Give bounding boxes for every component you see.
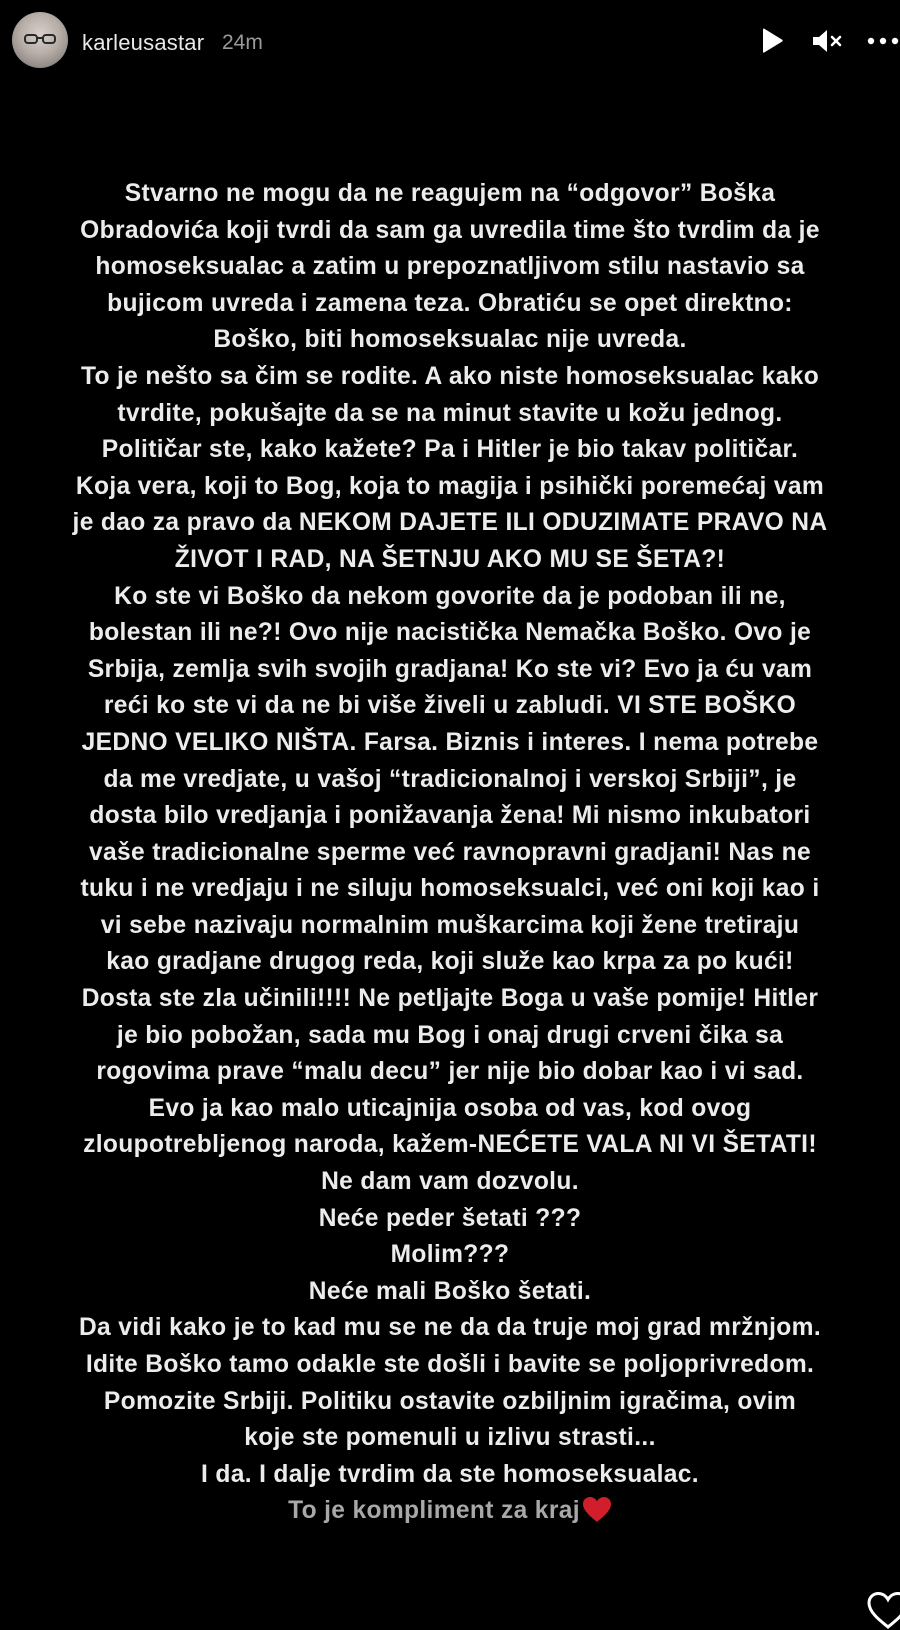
story-text-line: tvrdite, pokušajte da se na minut stavite u kožu jednog. xyxy=(117,399,783,427)
avatar[interactable] xyxy=(12,12,68,68)
story-text-line: Političar ste, kako kažete? Pa i Hitler je bio takav političar. xyxy=(101,436,799,464)
story-text-line: ŽIVOT I RAD, NA ŠETNJU AKO MU SE ŠETA?! xyxy=(174,545,726,573)
muted-speaker-icon xyxy=(810,27,846,55)
more-options-icon xyxy=(866,36,900,46)
story-username[interactable]: karleusastar xyxy=(82,30,205,55)
story-text-line: homoseksualac a zatim u prepoznatljivom stilu nastavio sa xyxy=(95,253,805,281)
story-text-line: Koja vera, koji to Bog, koja to magija i psihički poremećaj vam xyxy=(75,472,825,500)
story-text-line: I da. I dalje tvrdim da ste homoseksualac. xyxy=(201,1460,699,1488)
story-text-line: Da vidi kako je to kad mu se ne da da truje moj grad mržnjom. xyxy=(78,1314,822,1342)
story-text-line: To je nešto sa čim se rodite. A ako niste homoseksualac kako xyxy=(80,362,820,390)
story-text-line: reći ko ste vi da ne bi više živeli u zabludi. VI STE BOŠKO xyxy=(103,692,797,720)
story-text-line: bujicom uvreda i zamena teza. Obratiću se opet direktno: xyxy=(107,289,793,317)
story-text-line: rogovima prave “malu decu” jer nije bio dobar kao i vi sad. xyxy=(96,1058,804,1086)
like-heart-icon[interactable] xyxy=(866,1590,900,1630)
avatar-glasses-icon xyxy=(24,34,56,44)
story-text-line: Stvarno ne mogu da ne reagujem na “odgovor” Boška xyxy=(124,180,776,207)
story-text-line: kao gradjane drugog reda, koji služe kao krpa za po kući! xyxy=(106,948,794,976)
story-text-line: je dao za pravo da NEKOM DAJETE ILI ODUZIMATE PRAVO NA xyxy=(72,509,828,537)
story-text-line: bolestan ili ne?! Ovo nije nacistička Nemačka Boško. Ovo je xyxy=(88,619,812,647)
story-text-line: Ko ste vi Boško da nekom govorite da je podoban ili ne, xyxy=(114,582,786,610)
story-text-line: Evo ja kao malo uticajnija osoba od vas, kod ovog xyxy=(148,1094,752,1122)
story-text-line: Idite Boško tamo odakle ste došli i bavite se poljoprivredom. xyxy=(85,1351,815,1378)
story-text-line: dosta bilo vredjanja i ponižavanja žena! Mi nismo inkubatori xyxy=(89,802,811,830)
story-text-line: Srbija, zemlja svih svojih gradjana! Ko ste vi? Evo ja ću vam xyxy=(87,655,813,683)
play-icon xyxy=(759,27,785,55)
story-text-line: JEDNO VELIKO NIŠTA. Farsa. Biznis i interes. I nema potrebe xyxy=(81,728,819,756)
story-text-line: Boško, biti homoseksualac nije uvreda. xyxy=(213,326,687,354)
play-button[interactable] xyxy=(756,24,788,58)
story-timestamp: 24m xyxy=(222,31,263,54)
story-text-line: vi sebe nazivaju normalnim muškarcima koji žene tretiraju xyxy=(100,911,800,939)
story-text-line: Neće peder šetati ??? xyxy=(318,1204,582,1232)
story-text-line: je bio pobožan, sada mu Bog i onaj drugi crveni čika sa xyxy=(116,1021,784,1049)
story-text-line: tuku i ne vredjaju i ne siluju homoseksualci, već oni koji kao i xyxy=(80,875,820,903)
story-text-line: da me vredjate, u vašoj “tradicionalnoj i verskoj Srbiji”, je xyxy=(103,765,797,793)
story-text-line: zloupotrebljenog naroda, kažem-NEĆETE VALA NI VI ŠETATI! xyxy=(83,1131,817,1159)
story-text-line: vaše tradicionalne sperme već ravnopravni gradjani! Nas ne xyxy=(89,838,811,866)
story-last-line xyxy=(0,1493,900,1530)
story-text-line: koje ste pomenuli u izlivu strasti... xyxy=(244,1424,656,1452)
more-options-button[interactable] xyxy=(866,24,900,58)
story-text-line: Dosta ste zla učinili!!!! Ne petljajte Boga u vaše pomije! Hitler xyxy=(81,985,819,1013)
story-text xyxy=(0,176,900,1530)
story-last-line-text: To je kompliment za kraj xyxy=(288,1497,580,1525)
story-text-line: Pomozite Srbiji. Politiku ostavite ozbiljnim igračima, ovim xyxy=(103,1387,797,1415)
story-text-line: Obradovića koji tvrdi da sam ga uvredila time što tvrdim da je xyxy=(80,216,820,244)
mute-button[interactable] xyxy=(808,24,848,58)
story-header xyxy=(0,0,900,86)
story-text-line: Molim??? xyxy=(390,1241,510,1269)
story-text-line: Ne dam vam dozvolu. xyxy=(321,1168,579,1196)
heart-icon xyxy=(582,1496,612,1523)
story-text-line: Neće mali Boško šetati. xyxy=(308,1277,592,1305)
